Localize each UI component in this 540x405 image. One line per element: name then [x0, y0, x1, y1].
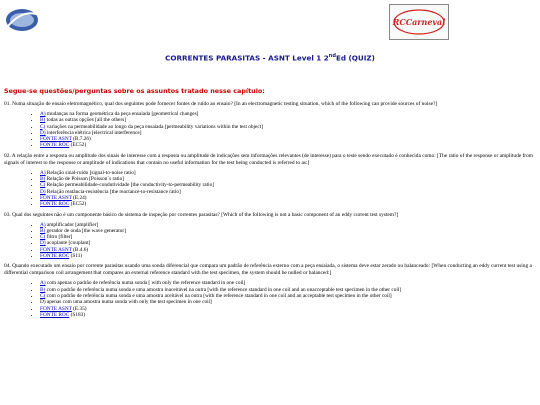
option-item: • C) variações na permeabilidade ao longo da peça ensaiada [permeability variations within the test object] — [40, 124, 538, 130]
option-link[interactable]: C) — [40, 182, 46, 189]
option-link[interactable]: B) — [40, 227, 46, 234]
option-item: • C) com o padrão de referência numa sonda e uma amostra aceitável na outra [with the reference standard in one coil and an acceptable test specimen in the other coil] — [40, 293, 538, 299]
question-text: 04. Quando executado um ensaio por corrente parasitas usando uma sonda diferencial que compara um padrão de referência externo com a peça ensaiada, o sistema deve estar zerado ou balanceado: [When conducting an eddy current test using a differential comparison coil arrangement that compares an external reference standard with the test specimen, the system should be nulled or balanced:] — [4, 263, 532, 277]
question-block — [4, 212, 538, 260]
option-item: • D) apenas com uma amostra numa sonda with only the test specimen in one coil] — [40, 299, 538, 305]
option-link[interactable]: C) — [40, 234, 46, 241]
option-item: • C) Relação permeabilidade-condutividade [the conductivity-to-permeability ratio] — [40, 182, 538, 188]
option-item: • D) acoplante [couplant] — [40, 240, 538, 246]
source-roc-link[interactable]: FONTE ROC — [40, 311, 70, 318]
option-list — [4, 222, 538, 260]
option-list — [4, 280, 538, 318]
source-roc-link[interactable]: FONTE ROC — [40, 142, 70, 149]
source-item: • FONTE ROC (S11) — [40, 253, 538, 259]
option-link[interactable]: A) — [40, 111, 46, 117]
option-link[interactable]: B) — [40, 286, 46, 293]
asnt-logo — [4, 6, 40, 34]
option-link[interactable]: A) — [40, 221, 46, 228]
option-item: • D) Relação reatância-resistência [the reactance-to-resistance ratio] — [40, 189, 538, 195]
option-item: • B) com o padrão de referência numa sonda e uma amostra inaceitável na outra [with the reference standard in one coil and an unacceptable test specimen in the other coil] — [40, 287, 538, 293]
source-roc-link[interactable]: FONTE ROC — [40, 253, 70, 260]
option-item: • B) Relação de Poisson [Poisson`s ratio] — [40, 176, 538, 182]
question-text: 01. Numa situação de ensaio eletromagnético, qual dos seguintes pode fornecer fontes de ruído ao ensaio? [In an electromagnetic testing situation, which of the following can provide sources of noise?] — [4, 101, 438, 107]
page-header — [0, 0, 540, 44]
option-letter: D) — [40, 299, 46, 306]
svg-text:RCCarneval: RCCarneval — [392, 17, 446, 27]
option-link[interactable]: A) — [40, 280, 46, 287]
source-item: • FONTE ROC (S183) — [40, 312, 538, 318]
question-block — [4, 263, 538, 318]
option-item: • A) amplificador [amplifier] — [40, 222, 538, 228]
question-text: 02. A relação entre a resposta ou amplitude dos sinais de interesse com a resposta ou amplitude de indicações sem informações relevantes (de interesse) para o teste sendo executado é conhecida como: [The ratio of the response or amplitude from signals of interest to the response or amplitude of indications that contain no useful information for the test being conducted is referred to as:] — [4, 152, 533, 166]
question-block — [4, 101, 538, 149]
option-list — [4, 111, 538, 149]
option-link[interactable]: D) — [40, 129, 46, 136]
source-asnt-link[interactable]: FONTE ASNT — [40, 246, 72, 253]
source-item: • FONTE ROC (EC52) — [40, 142, 538, 148]
quiz-content — [4, 101, 538, 322]
option-link[interactable]: A) — [40, 169, 46, 176]
option-item: • C) filtro [filter] — [40, 234, 538, 240]
option-link[interactable]: D) — [40, 240, 46, 247]
source-item: • FONTE ROC (EC52) — [40, 201, 538, 207]
source-asnt-link[interactable]: FONTE ASNT — [40, 136, 72, 143]
source-asnt-link[interactable]: FONTE ASNT — [40, 194, 72, 201]
question-text: 03. Qual dos seguintes não é um componente básico do sistema de inspeção por correntes parasitas? [Which of the following is not a basic component of an eddy current test system?] — [4, 211, 399, 218]
page-title: CORRENTES PARASITAS - ASNT Level 1 2ndEd (QUIZ) — [165, 53, 375, 63]
source-item: • FONTE ASNT (E.24) — [40, 195, 538, 201]
section-heading: Segue-se questões/perguntas sobre os assuntos tratado nesse capítulo: — [4, 87, 265, 95]
rccarneval-logo — [389, 4, 449, 40]
option-item: • B) gerador de onda [the wave generator] — [40, 228, 538, 234]
option-item: • B) todas as outras opções [all the others] — [40, 117, 538, 123]
source-asnt-link[interactable]: FONTE ASNT — [40, 305, 72, 312]
option-item: • A) com apenas o padrão de referência numa sonda [ with only the reference standard in one coil] — [40, 280, 538, 286]
option-link[interactable]: B) — [40, 117, 46, 124]
source-roc-link[interactable]: FONTE ROC — [40, 201, 70, 208]
option-item: • A) mudanças na forma geométrica da peça ensaiada [geometrical changes] — [40, 111, 538, 117]
option-link[interactable]: C) — [40, 292, 46, 299]
source-item: • FONTE ASNT (E.35) — [40, 306, 538, 312]
question-block — [4, 153, 538, 208]
option-link[interactable]: C) — [40, 123, 46, 130]
option-item: • A) Relação sinal-ruído [signal-to-noise ratio] — [40, 170, 538, 176]
source-item: • FONTE ASNT (B.7.26) — [40, 136, 538, 142]
option-list — [4, 170, 538, 208]
source-item: • FONTE ASNT (B.4.6) — [40, 247, 538, 253]
option-link[interactable]: D) — [40, 188, 46, 195]
option-item: • D) interferência elétrica [electrical interference] — [40, 130, 538, 136]
option-link[interactable]: B) — [40, 176, 46, 183]
